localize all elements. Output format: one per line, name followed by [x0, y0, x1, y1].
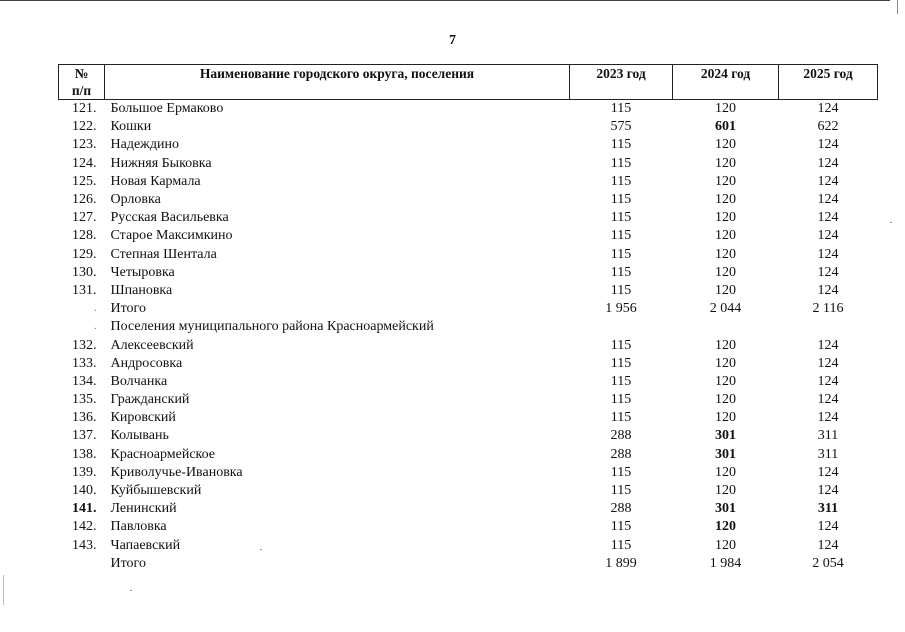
value-2023: 115	[610, 355, 632, 371]
value-2023: 115	[610, 519, 632, 535]
value-2023: 115	[610, 137, 632, 153]
row-number: 124.	[72, 155, 97, 171]
value-2025: 124	[817, 337, 839, 353]
value-2024: 1 984	[709, 555, 742, 571]
value-2024: 301	[715, 428, 736, 444]
table-row	[59, 373, 878, 391]
value-2024: 120	[715, 210, 736, 226]
row-name: Четыровка	[110, 264, 175, 280]
value-2024: 120	[715, 483, 736, 499]
row-number: 141.	[72, 501, 97, 517]
value-2025: 124	[817, 483, 839, 499]
table-row	[59, 318, 878, 336]
table-row	[59, 391, 878, 409]
value-2023: 1 956	[605, 301, 637, 317]
header-2023: 2023 год	[570, 65, 673, 100]
value-2025: 124	[817, 410, 839, 426]
value-2025: 124	[817, 355, 839, 371]
table-row	[59, 300, 878, 318]
table-row	[59, 500, 878, 518]
value-2024: 120	[715, 410, 736, 426]
scan-speck	[260, 549, 262, 550]
row-number	[59, 555, 105, 573]
value-2023: 115	[610, 282, 632, 298]
value-2024: 120	[715, 192, 736, 208]
row-number: 138.	[72, 446, 97, 462]
row-number: 128.	[72, 228, 97, 244]
value-2023: 115	[610, 155, 632, 171]
row-name: Павловка	[110, 519, 167, 535]
row-number: 132.	[72, 337, 97, 353]
row-name: Большое Ермаково	[110, 101, 224, 117]
value-2024: 120	[715, 228, 736, 244]
row-name: Гражданский	[110, 392, 190, 408]
row-name: Новая Кармала	[110, 173, 201, 189]
value-2023: 115	[610, 101, 632, 117]
value-2025: 124	[817, 264, 839, 280]
row-name: Колывань	[110, 428, 169, 444]
value-2024: 120	[715, 173, 736, 189]
value-2025: 311	[817, 428, 839, 444]
value-2023: 1 899	[605, 555, 637, 571]
value-2024: 120	[715, 464, 736, 480]
row-name: Надеждино	[110, 137, 179, 153]
value-2023: 115	[610, 537, 632, 553]
table-row	[59, 537, 878, 555]
table-row	[59, 464, 878, 482]
header-number-line2: п/п	[71, 83, 92, 98]
row-number: 133.	[72, 355, 97, 371]
header-2024: 2024 год	[673, 65, 779, 100]
row-number: 131.	[72, 282, 97, 298]
value-2025: 311	[817, 446, 839, 462]
value-2024: 301	[715, 446, 736, 462]
table-row	[59, 191, 878, 209]
row-name: Чапаевский	[110, 537, 181, 553]
row-number: 140.	[72, 483, 97, 499]
value-2023: 115	[610, 210, 632, 226]
row-number: 126.	[72, 192, 97, 208]
value-2025: 124	[817, 228, 839, 244]
value-2024: 120	[715, 155, 736, 171]
table-row	[59, 100, 878, 119]
table-row	[59, 409, 878, 427]
value-2024: 120	[715, 101, 736, 117]
row-name: Алексеевский	[110, 337, 194, 353]
value-2023	[570, 318, 673, 336]
data-table	[58, 64, 878, 573]
row-number: 139.	[72, 464, 97, 480]
value-2023: 288	[610, 428, 632, 444]
row-name: Орловка	[110, 192, 161, 208]
row-name: Андросовка	[110, 355, 183, 371]
value-2023: 115	[610, 410, 632, 426]
table-row	[59, 209, 878, 227]
row-number: 135.	[72, 392, 97, 408]
table-row	[59, 427, 878, 445]
value-2025: 124	[817, 282, 839, 298]
header-number-line1: №	[74, 66, 89, 81]
value-2024: 120	[715, 519, 736, 535]
table-row	[59, 264, 878, 282]
table-row	[59, 173, 878, 191]
value-2025: 124	[817, 373, 839, 389]
value-2023: 115	[610, 246, 632, 262]
row-number: .	[94, 303, 97, 315]
row-number: 129.	[72, 246, 97, 262]
header-2025: 2025 год	[779, 65, 878, 100]
value-2023: 115	[610, 264, 632, 280]
table-row	[59, 482, 878, 500]
row-number: 142.	[72, 519, 97, 535]
table-row	[59, 155, 878, 173]
row-number: 134.	[72, 373, 97, 389]
value-2024: 120	[715, 246, 736, 262]
table-row	[59, 118, 878, 136]
value-2023: 288	[610, 501, 632, 517]
value-2024: 301	[715, 501, 736, 517]
row-number: 136.	[72, 410, 97, 426]
value-2025: 622	[817, 119, 839, 135]
row-name: Поселения муниципального района Красноармейский	[110, 319, 434, 335]
table-row	[59, 246, 878, 264]
row-name: Русская Васильевка	[110, 210, 229, 226]
value-2025: 124	[817, 192, 839, 208]
table-row	[59, 227, 878, 245]
value-2025: 124	[817, 519, 839, 535]
scan-top-border	[0, 0, 890, 1]
value-2025: 2 054	[812, 555, 844, 571]
header-number	[59, 65, 105, 100]
table-header	[59, 65, 878, 100]
scan-right-edge	[897, 0, 898, 14]
row-number: 137.	[72, 428, 97, 444]
value-2025: 124	[817, 392, 839, 408]
row-name: Криволучье-Ивановка	[110, 464, 243, 480]
value-2024: 120	[715, 537, 736, 553]
header-name: Наименование городского округа, поселения	[105, 65, 570, 100]
value-2023: 115	[610, 392, 632, 408]
table-row	[59, 136, 878, 154]
row-number: .	[94, 321, 97, 333]
value-2025: 124	[817, 101, 839, 117]
row-number: 123.	[72, 137, 97, 153]
value-2025: 124	[817, 210, 839, 226]
table-row	[59, 355, 878, 373]
value-2024: 120	[715, 355, 736, 371]
row-name: Степная Шентала	[110, 246, 217, 262]
value-2025: 124	[817, 173, 839, 189]
value-2025: 124	[817, 537, 839, 553]
scan-speck	[890, 222, 892, 223]
row-number: 122.	[72, 119, 97, 135]
table-body	[59, 100, 878, 573]
value-2025	[779, 318, 878, 336]
page-number: 7	[449, 33, 456, 48]
row-name: Шпановка	[110, 282, 173, 298]
value-2023: 115	[610, 337, 632, 353]
value-2024: 120	[715, 137, 736, 153]
row-name: Волчанка	[110, 373, 168, 389]
table-row	[59, 282, 878, 300]
table-row	[59, 446, 878, 464]
row-number: 121.	[72, 101, 97, 117]
value-2025: 311	[817, 501, 839, 517]
value-2023: 575	[610, 119, 632, 135]
table-row	[59, 555, 878, 573]
row-name: Ленинский	[110, 501, 177, 517]
value-2023: 115	[610, 173, 632, 189]
table-row	[59, 518, 878, 536]
value-2024: 120	[715, 392, 736, 408]
value-2023: 115	[610, 192, 632, 208]
value-2023: 115	[610, 373, 632, 389]
row-number: 125.	[72, 173, 97, 189]
scan-speck	[130, 590, 132, 591]
value-2024: 120	[715, 337, 736, 353]
value-2023: 115	[610, 483, 632, 499]
row-number: 130.	[72, 264, 97, 280]
row-name: Кировский	[110, 410, 176, 426]
value-2023: 288	[610, 446, 632, 462]
value-2025: 2 116	[812, 301, 844, 317]
value-2025: 124	[817, 464, 839, 480]
value-2025: 124	[817, 246, 839, 262]
value-2024: 2 044	[709, 301, 742, 317]
row-name: Кошки	[110, 119, 152, 135]
value-2024: 120	[715, 264, 736, 280]
value-2023: 115	[610, 228, 632, 244]
value-2023: 115	[610, 464, 632, 480]
value-2024: 601	[715, 119, 736, 135]
row-number: 143.	[72, 537, 97, 553]
row-name: Куйбышевский	[110, 483, 202, 499]
row-name: Итого	[110, 301, 146, 317]
row-number: 127.	[72, 210, 97, 226]
row-name: Старое Максимкино	[110, 228, 233, 244]
scan-speck	[3, 575, 4, 605]
row-name: Итого	[110, 555, 146, 571]
value-2025: 124	[817, 137, 839, 153]
value-2024: 120	[715, 282, 736, 298]
row-name: Красноармейское	[110, 446, 216, 462]
row-name: Нижняя Быковка	[110, 155, 212, 171]
value-2024: 120	[715, 373, 736, 389]
value-2024	[673, 318, 779, 336]
table-row	[59, 336, 878, 354]
value-2025: 124	[817, 155, 839, 171]
